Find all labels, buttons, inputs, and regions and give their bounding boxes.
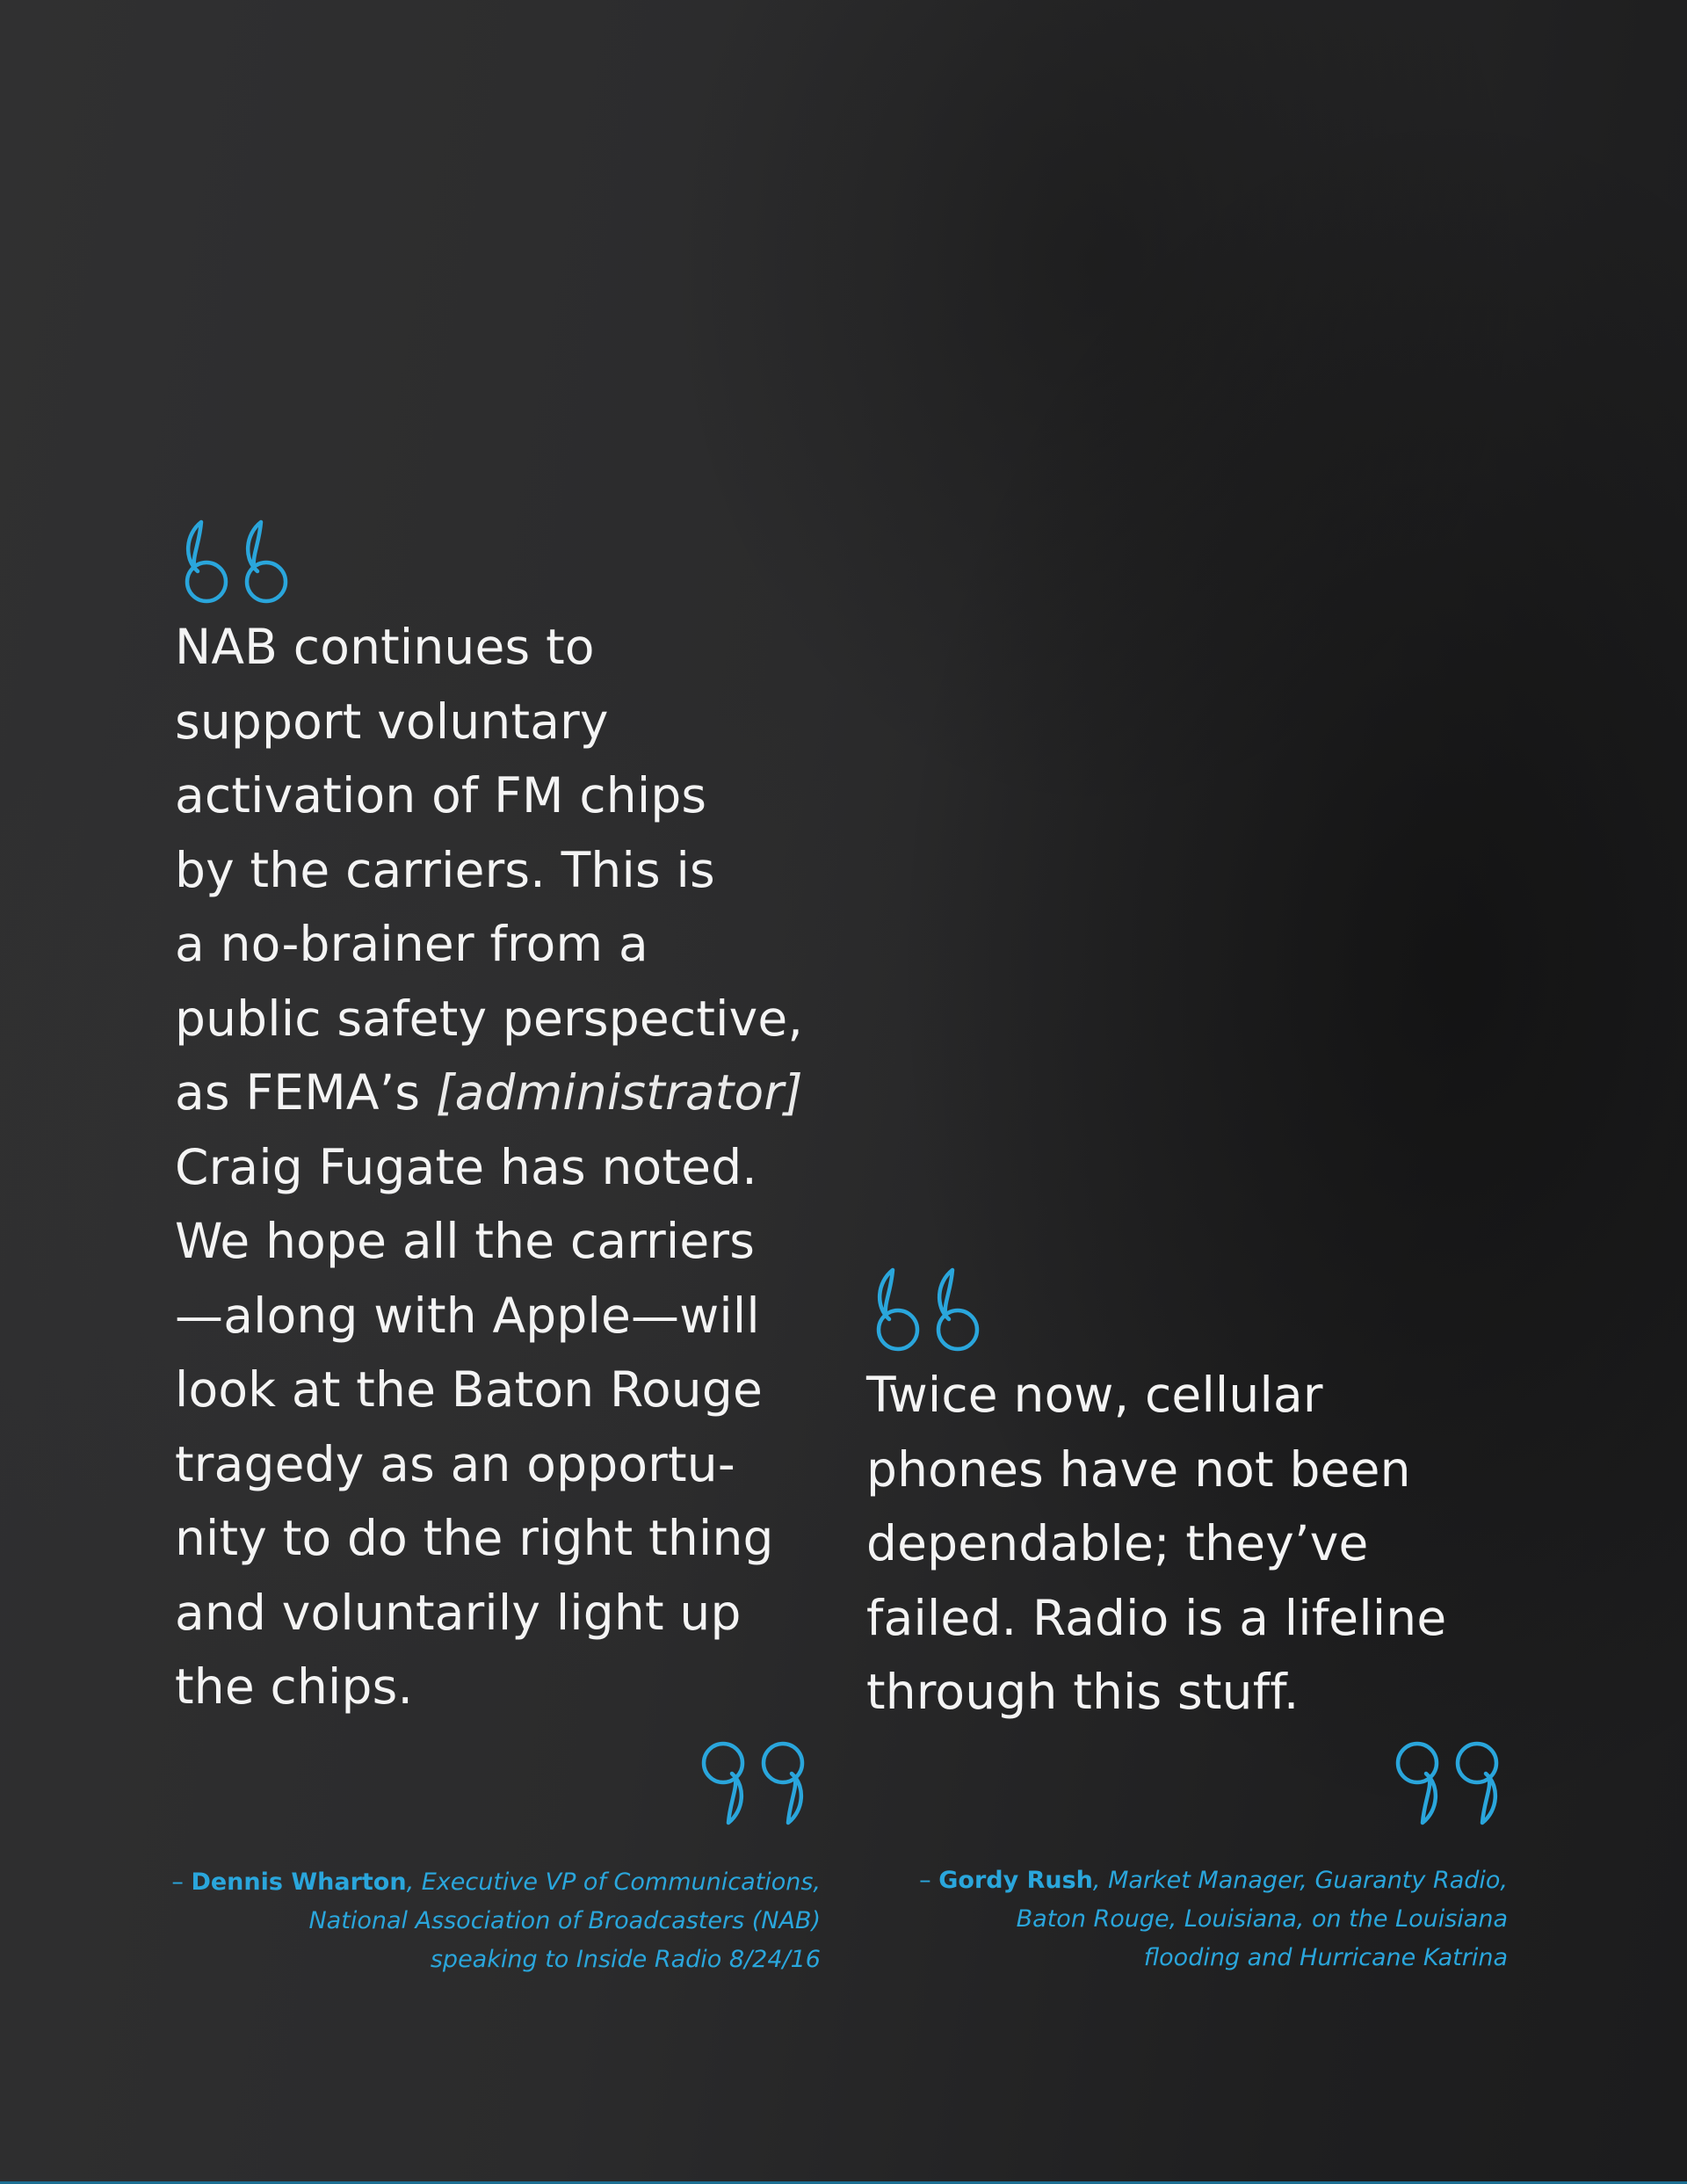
- attribution-name: Gordy Rush: [938, 1867, 1093, 1894]
- quote-text-part-1: NAB continues to support voluntary activation of FM chips by the carriers. This is a no-brainer from a public safety perspective, as FEMA’s: [175, 619, 804, 1121]
- attribution-dash: –: [919, 1867, 939, 1894]
- attribution-wharton: [153, 1863, 821, 1979]
- quote-text: Twice now, cellular phones have not been dependable; they’ve failed. Radio is a lifeline through this stuff.: [866, 1367, 1447, 1720]
- attribution-rush: [840, 1861, 1508, 1977]
- quote-block-wharton: [175, 517, 843, 1724]
- attribution-name: Dennis Wharton: [191, 1868, 407, 1896]
- attribution-role-line-1: , Executive VP of Communications,: [406, 1868, 821, 1896]
- close-quote-icon: [1387, 1740, 1510, 1828]
- quote-text-emphasis: [administrator]: [435, 1064, 803, 1121]
- attribution-dash: –: [171, 1868, 192, 1896]
- close-quote-icon: [693, 1740, 816, 1828]
- quote-text-part-2: Craig Fugate has noted. We hope all the carriers —along with Apple—will look at the Baton Rouge tragedy as an opportu- nity to do the right thing and voluntarily light up the chips.: [175, 1138, 774, 1715]
- attribution-role-line-1: , Market Manager, Guaranty Radio,: [1092, 1867, 1508, 1894]
- attribution-role-line-3: flooding and Hurricane Katrina: [1143, 1944, 1508, 1971]
- quote-text: [175, 610, 843, 1724]
- open-quote-icon: [865, 1265, 988, 1353]
- attribution-role-line-2: National Association of Broadcasters (NAB): [308, 1907, 821, 1934]
- attribution-role-line-2: Baton Rouge, Louisiana, on the Louisiana: [1016, 1905, 1508, 1933]
- open-quote-icon: [173, 517, 296, 605]
- attribution-role-line-3: speaking to Inside Radio 8/24/16: [430, 1946, 821, 1973]
- quote-block-rush: [866, 1265, 1534, 1730]
